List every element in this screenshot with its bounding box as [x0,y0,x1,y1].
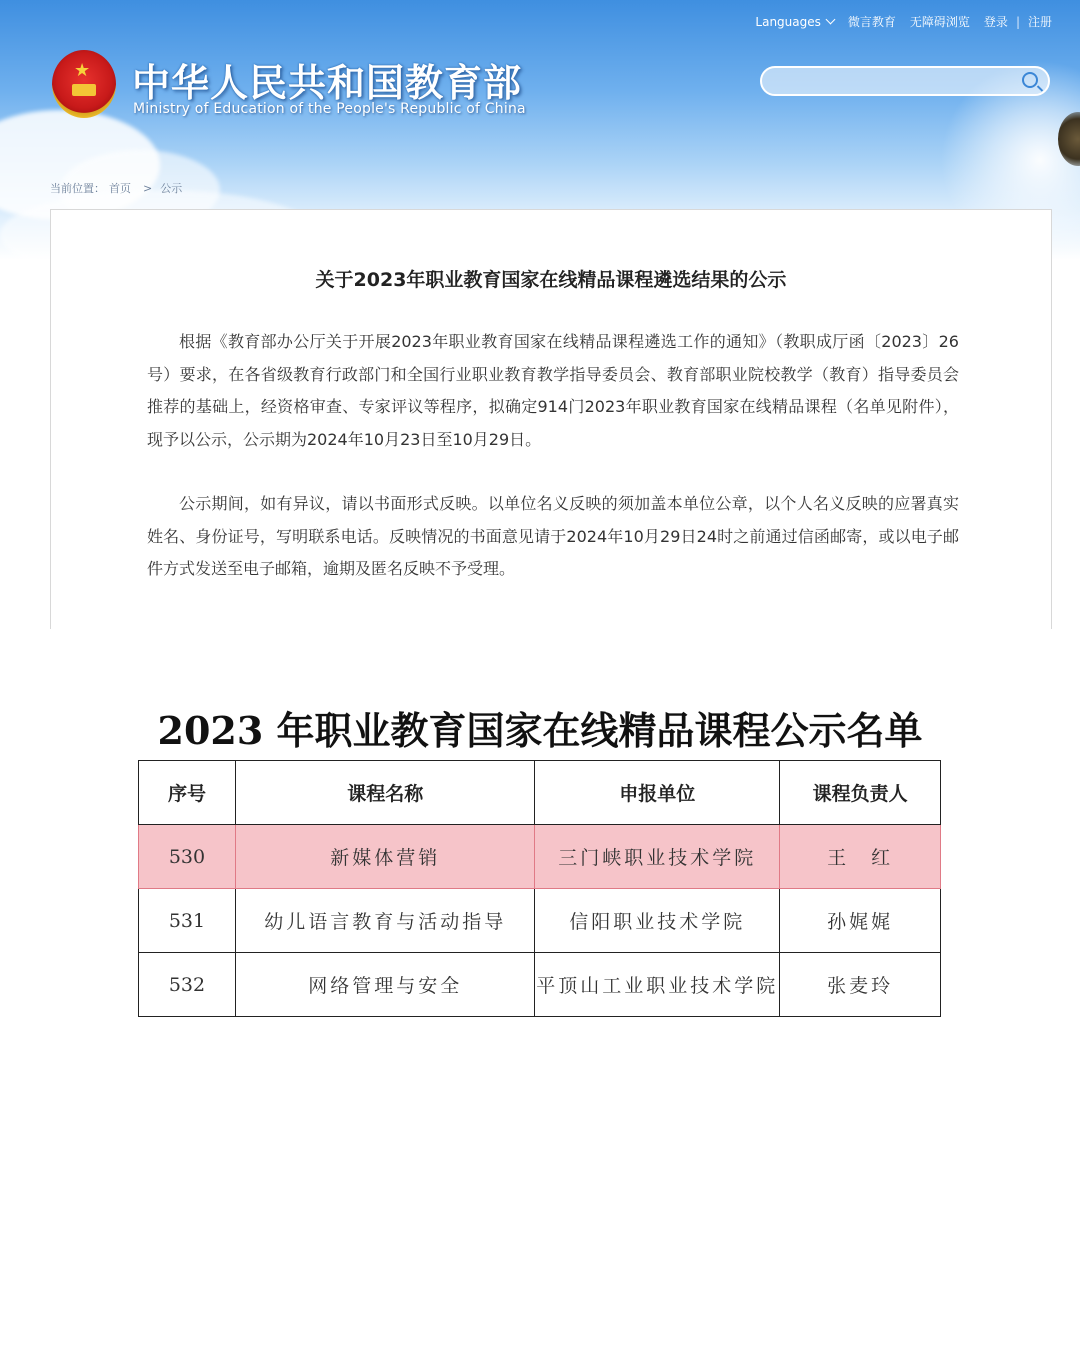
column-header-institution: 申报单位 [535,761,780,825]
top-navigation [741,13,1052,30]
search-icon[interactable] [1022,72,1038,88]
breadcrumb [50,180,186,196]
weiyan-link[interactable]: 微言教育 [847,15,896,29]
breadcrumb-arrow-icon: > [143,182,153,195]
cell-index: 532 [139,953,236,1017]
cell-course: 网络管理与安全 [235,953,535,1017]
cell-index: 531 [139,889,236,953]
article-paragraph: 公示期间，如有异议，请以书面形式反映。以单位名义反映的须加盖本单位公章，以个人名义反映的应署真实姓名、身份证号，写明联系电话。反映情况的书面意见请于2024年10月29日24时之前通过信函邮寄，或以电子邮件方式发送至电子邮箱，逾期及匿名反映不予受理。 [147,494,959,578]
article-card [50,209,1052,629]
cell-course: 新媒体营销 [235,825,535,889]
cell-leader: 孙娓娓 [780,889,941,953]
table-header-row [139,761,941,825]
column-header-course: 课程名称 [235,761,535,825]
login-link[interactable]: 登录 [983,15,1008,29]
list-title: 2023 年职业教育国家在线精品课程公示名单 [157,708,923,753]
star-icon: ★ [74,60,91,81]
course-list-table [138,760,941,1017]
table-row [139,889,941,953]
cell-institution: 平顶山工业职业技术学院 [535,953,780,1017]
register-link[interactable]: 注册 [1027,15,1052,29]
cell-index: 530 [139,825,236,889]
breadcrumb-home[interactable]: 首页 [109,182,131,195]
cell-course: 幼儿语言教育与活动指导 [235,889,535,953]
article-paragraph: 根据《教育部办公厅关于开展2023年职业教育国家在线精品课程遴选工作的通知》（教职成厅函〔2023〕26号）要求，在各省级教育行政部门和全国行业职业教育教学指导委员会、教育部职业院校教学（教育）指导委员会推荐的基础上，经资格审查、专家评议等程序，拟确定914门2023年职业教育国家在线精品课程（名单见附件），现予以公示，公示期为2024年10月23日至10月29日。 [147,332,959,449]
site-title-en: Ministry of Education of the People's Republic of China [133,101,526,117]
languages-menu[interactable] [755,15,833,29]
nav-divider: | [1015,14,1020,29]
column-header-index: 序号 [139,761,236,825]
table-row-highlighted [139,825,941,889]
search-input[interactable] [760,66,1050,96]
article-title: 关于2023年职业教育国家在线精品课程遴选结果的公示 [315,269,787,291]
cell-leader: 王 红 [780,825,941,889]
languages-label: Languages [755,14,821,29]
column-header-leader: 课程负责人 [780,761,941,825]
breadcrumb-current[interactable]: 公示 [160,182,183,195]
chevron-down-icon [825,14,835,24]
cell-institution: 三门峡职业技术学院 [535,825,780,889]
national-emblem-logo[interactable] [52,50,116,118]
cell-institution: 信阳职业技术学院 [535,889,780,953]
table-row [139,953,941,1017]
gate-icon [72,84,96,96]
site-title-cn[interactable]: 中华人民共和国教育部 [132,61,523,105]
accessible-browse-link[interactable]: 无障碍浏览 [909,15,970,29]
cell-leader: 张麦玲 [780,953,941,1017]
breadcrumb-label: 当前位置： [50,182,105,195]
